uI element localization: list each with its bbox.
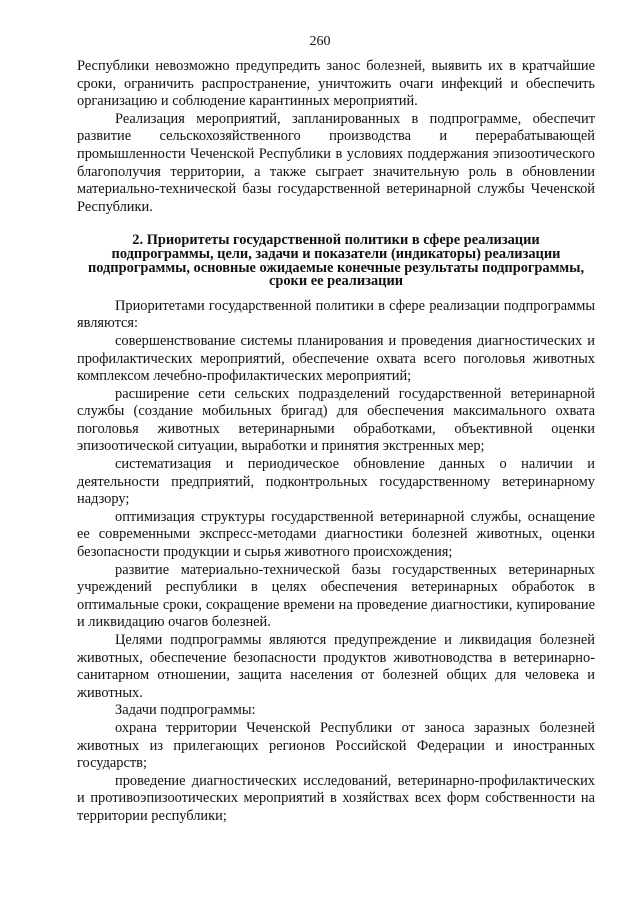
paragraph-intro-continuation: Республики невозможно предупредить занос болезней, выявить их в кратчайшие сроки, ограничить распространение, уничтожить очаги инфекций и обеспечить организацию и соблюдение карантинных мероприятий. <box>77 58 595 110</box>
paragraph-goals: Целями подпрограммы являются предупреждение и ликвидация болезней животных, обеспечение безопасности продуктов животноводства в ветеринарно-санитарном отношении, защита населения от болезней общих для человека и животных. <box>77 632 595 701</box>
section-heading: 2. Приоритеты государственной политики в сфере реализации подпрограммы, цели, задачи и показатели (индикаторы) реализации подпрограммы, основные ожидаемые конечные результаты подпрограммы, сроки ее реализации <box>87 232 585 290</box>
paragraph-priority-network: расширение сети сельских подразделений государственной ветеринарной службы (создание мобильных бригад) для обеспечения максимального охвата поголовья животных ветеринарными обработками, объективной оценки эпизоотической ситуации, выработки и принятия экстренных мер; <box>77 385 595 455</box>
page-number: 260 <box>309 34 331 49</box>
paragraph-task-protection: охрана территории Чеченской Республики от заноса заразных болезней животных из прилегающих регионов Российской Федерации и иностранных государств; <box>77 719 595 772</box>
paragraph-task-diagnostics: проведение диагностических исследований, ветеринарно-профилактических и противоэпизоотических мероприятий в хозяйствах всех форм собственности на территории республики; <box>77 772 595 824</box>
paragraph-implementation: Реализация мероприятий, запланированных в подпрограмме, обеспечит развитие сельскохозяйственного производства и перерабатывающей промышленности Чеченской Республики в условиях поддержания эпизоотического благополучия территории, а также сыграет значительную роль в обновлении материально-технической базы государственной ветеринарной службы Чеченской Республики. <box>77 110 595 215</box>
paragraph-priority-planning: совершенствование системы планирования и проведения диагностических и профилактических мероприятий, обеспечение охвата всего поголовья животных комплексом лечебно-профилактических мероприятий; <box>77 332 595 385</box>
paragraph-priority-optimization: оптимизация структуры государственной ветеринарной службы, оснащение ее современными экспресс-методами диагностики болезней животных, оценки безопасности продукции и сырья животного происхождения; <box>77 508 595 561</box>
paragraph-priority-systematization: систематизация и периодическое обновление данных о наличии и деятельности предприятий, подконтрольных государственному ветеринарному надзору; <box>77 456 595 508</box>
paragraph-priority-development: развитие материально-технической базы государственных ветеринарных учреждений республики в целях обеспечения ветеринарных обработок в оптимальные сроки, сокращение времени на проведение диагностики, купирование и ликвидацию очагов болезней. <box>77 561 595 631</box>
document-body <box>77 58 595 826</box>
paragraph-priorities-intro: Приоритетами государственной политики в сфере реализации подпрограммы являются: <box>77 297 595 332</box>
paragraph-tasks-intro: Задачи подпрограммы: <box>115 702 256 719</box>
